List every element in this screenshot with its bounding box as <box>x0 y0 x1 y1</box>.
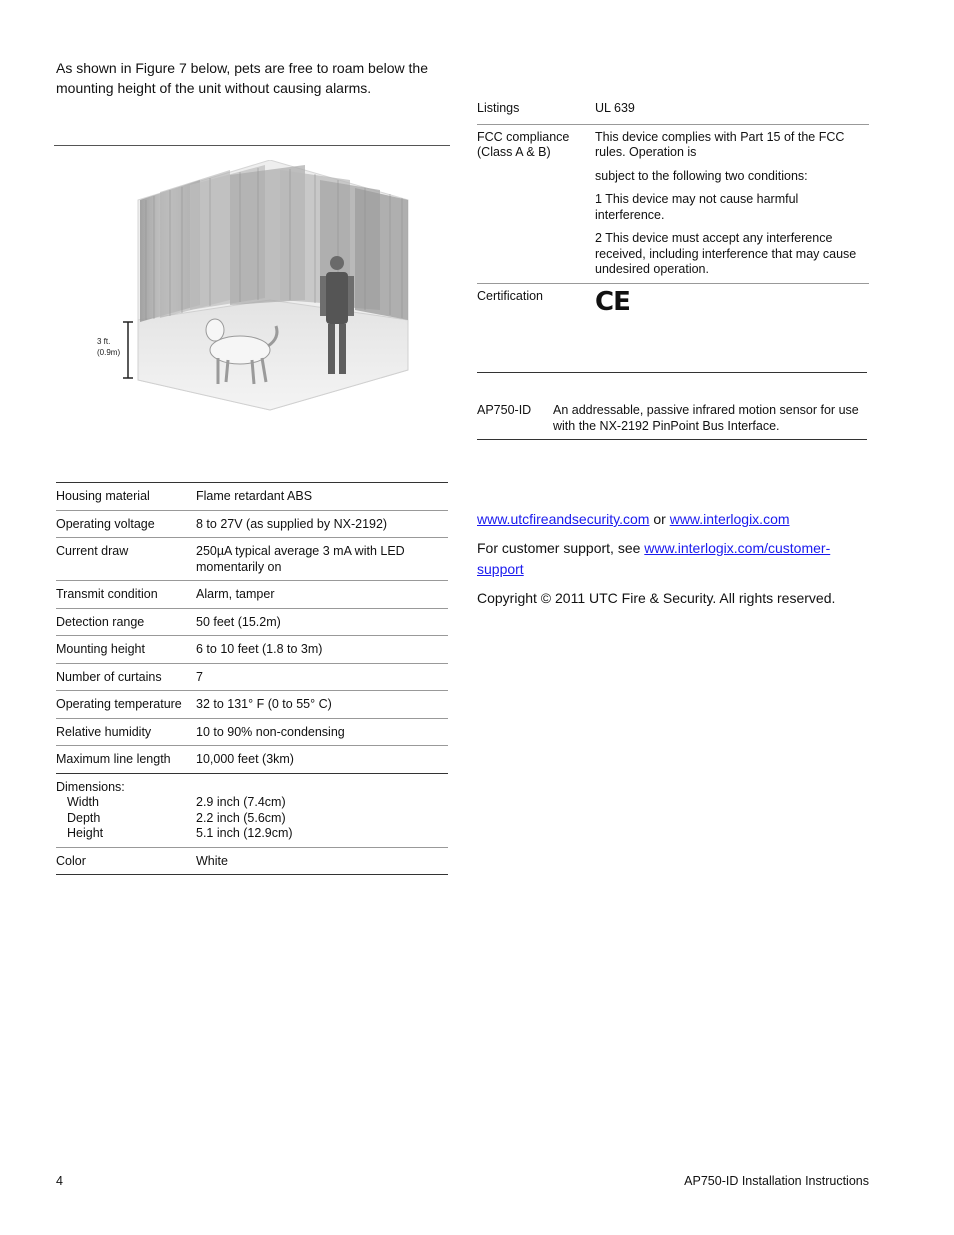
spec-label: Color <box>56 853 86 868</box>
certification-label: Certification <box>477 288 543 303</box>
footer-doc-title: AP750-ID Installation Instructions <box>684 1174 869 1188</box>
model-row <box>477 373 867 440</box>
dimension-width-label: Width <box>67 795 99 809</box>
spec-label: Transmit condition <box>56 587 158 601</box>
fcc-paragraph-4: 2 This device must accept any interference received, including interference that may cause undesired operation. <box>595 231 857 276</box>
customer-support-link[interactable]: www.interlogix.com/customer-support <box>477 540 831 577</box>
spec-row-color <box>56 848 448 876</box>
spec-value: White <box>196 853 228 868</box>
spec-label: Relative humidity <box>56 724 152 739</box>
dimension-depth-label: Depth <box>67 810 101 825</box>
dimension-width-value: 2.9 inch (7.4cm) <box>196 795 286 809</box>
spec-row <box>56 511 448 539</box>
spec-value: 6 to 10 feet (1.8 to 3m) <box>196 642 323 656</box>
spec-label: Operating temperature <box>56 697 182 711</box>
detection-curtains <box>140 165 408 322</box>
spec-value: Alarm, tamper <box>196 587 275 601</box>
spec-value: 7 <box>196 669 203 684</box>
spec-label: Housing material <box>56 489 150 503</box>
or-text: or <box>649 511 670 527</box>
height-label-ft: 3 ft. <box>97 337 111 346</box>
listings-value: UL 639 <box>595 101 635 115</box>
interlogix-website-link[interactable]: www.interlogix.com <box>669 511 790 527</box>
listings-label: Listings <box>477 101 520 115</box>
fcc-paragraph-3: 1 This device may not cause harmful interference. <box>595 192 799 222</box>
spec-value: 250µA typical average 3 mA with LED momentarily on <box>196 544 405 574</box>
spec-row <box>56 581 448 609</box>
spec-row <box>56 746 448 774</box>
specifications-table <box>56 482 448 875</box>
spec-value: 8 to 27V (as supplied by NX-2192) <box>196 516 388 531</box>
page-number: 4 <box>56 1174 63 1188</box>
fcc-row <box>477 125 869 284</box>
spec-row <box>56 483 448 511</box>
dimensions-label: Dimensions: <box>56 779 125 794</box>
height-marker <box>123 322 133 378</box>
spec-row <box>56 691 448 719</box>
certification-row <box>477 284 869 354</box>
spec-value: 32 to 131° F (0 to 55° C) <box>196 697 332 711</box>
spec-label: Current draw <box>56 544 129 558</box>
dimension-depth-value: 2.2 inch (5.6cm) <box>196 810 286 825</box>
spec-value: 10 to 90% non-condensing <box>196 724 345 739</box>
spec-value: 50 feet (15.2m) <box>196 614 281 629</box>
model-label: AP750-ID <box>477 403 532 417</box>
spec-label: Number of curtains <box>56 669 162 684</box>
spec-value: 10,000 feet (3km) <box>196 752 294 766</box>
utc-website-link[interactable]: www.utcfireandsecurity.com <box>477 511 650 527</box>
fcc-paragraph-1: This device complies with Part 15 of the FCC rules. Operation is <box>595 129 845 159</box>
listings-row <box>477 98 869 125</box>
pet-immunity-illustration <box>90 160 420 420</box>
website-links <box>477 509 867 530</box>
model-description: An addressable, passive infrared motion sensor for use with the NX-2192 PinPoint Bus Interface. <box>553 403 859 433</box>
fcc-class-label: (Class A & B) <box>477 145 551 159</box>
customer-support-line <box>477 538 867 580</box>
fcc-label: FCC compliance <box>477 129 570 144</box>
regulatory-table <box>477 98 869 354</box>
spec-row-dimensions <box>56 774 448 848</box>
spec-value: Flame retardant ABS <box>196 489 313 503</box>
support-prefix: For customer support, see <box>477 540 645 556</box>
ce-mark-icon: CE <box>595 286 630 317</box>
fcc-paragraph-2: subject to the following two conditions: <box>595 168 808 183</box>
spec-label: Maximum line length <box>56 752 171 766</box>
spec-row <box>56 609 448 637</box>
intro-paragraph: As shown in Figure 7 below, pets are free to roam below the mounting height of the unit without causing alarms. <box>56 60 428 96</box>
spec-row <box>56 719 448 747</box>
spec-label: Operating voltage <box>56 516 155 531</box>
spec-label: Detection range <box>56 614 145 629</box>
spec-label: Mounting height <box>56 642 145 656</box>
spec-row <box>56 538 448 581</box>
model-description-table <box>477 372 867 440</box>
spec-row <box>56 636 448 664</box>
spec-row <box>56 664 448 692</box>
height-label-m: (0.9m) <box>97 348 121 357</box>
figure-top-rule <box>54 145 450 146</box>
dimension-height-value: 5.1 inch (12.9cm) <box>196 826 293 840</box>
dimension-height-label: Height <box>67 826 104 840</box>
contact-information <box>477 509 867 617</box>
copyright-notice: Copyright © 2011 UTC Fire & Security. All rights reserved. <box>477 590 836 606</box>
pet-immunity-figure <box>90 160 420 420</box>
